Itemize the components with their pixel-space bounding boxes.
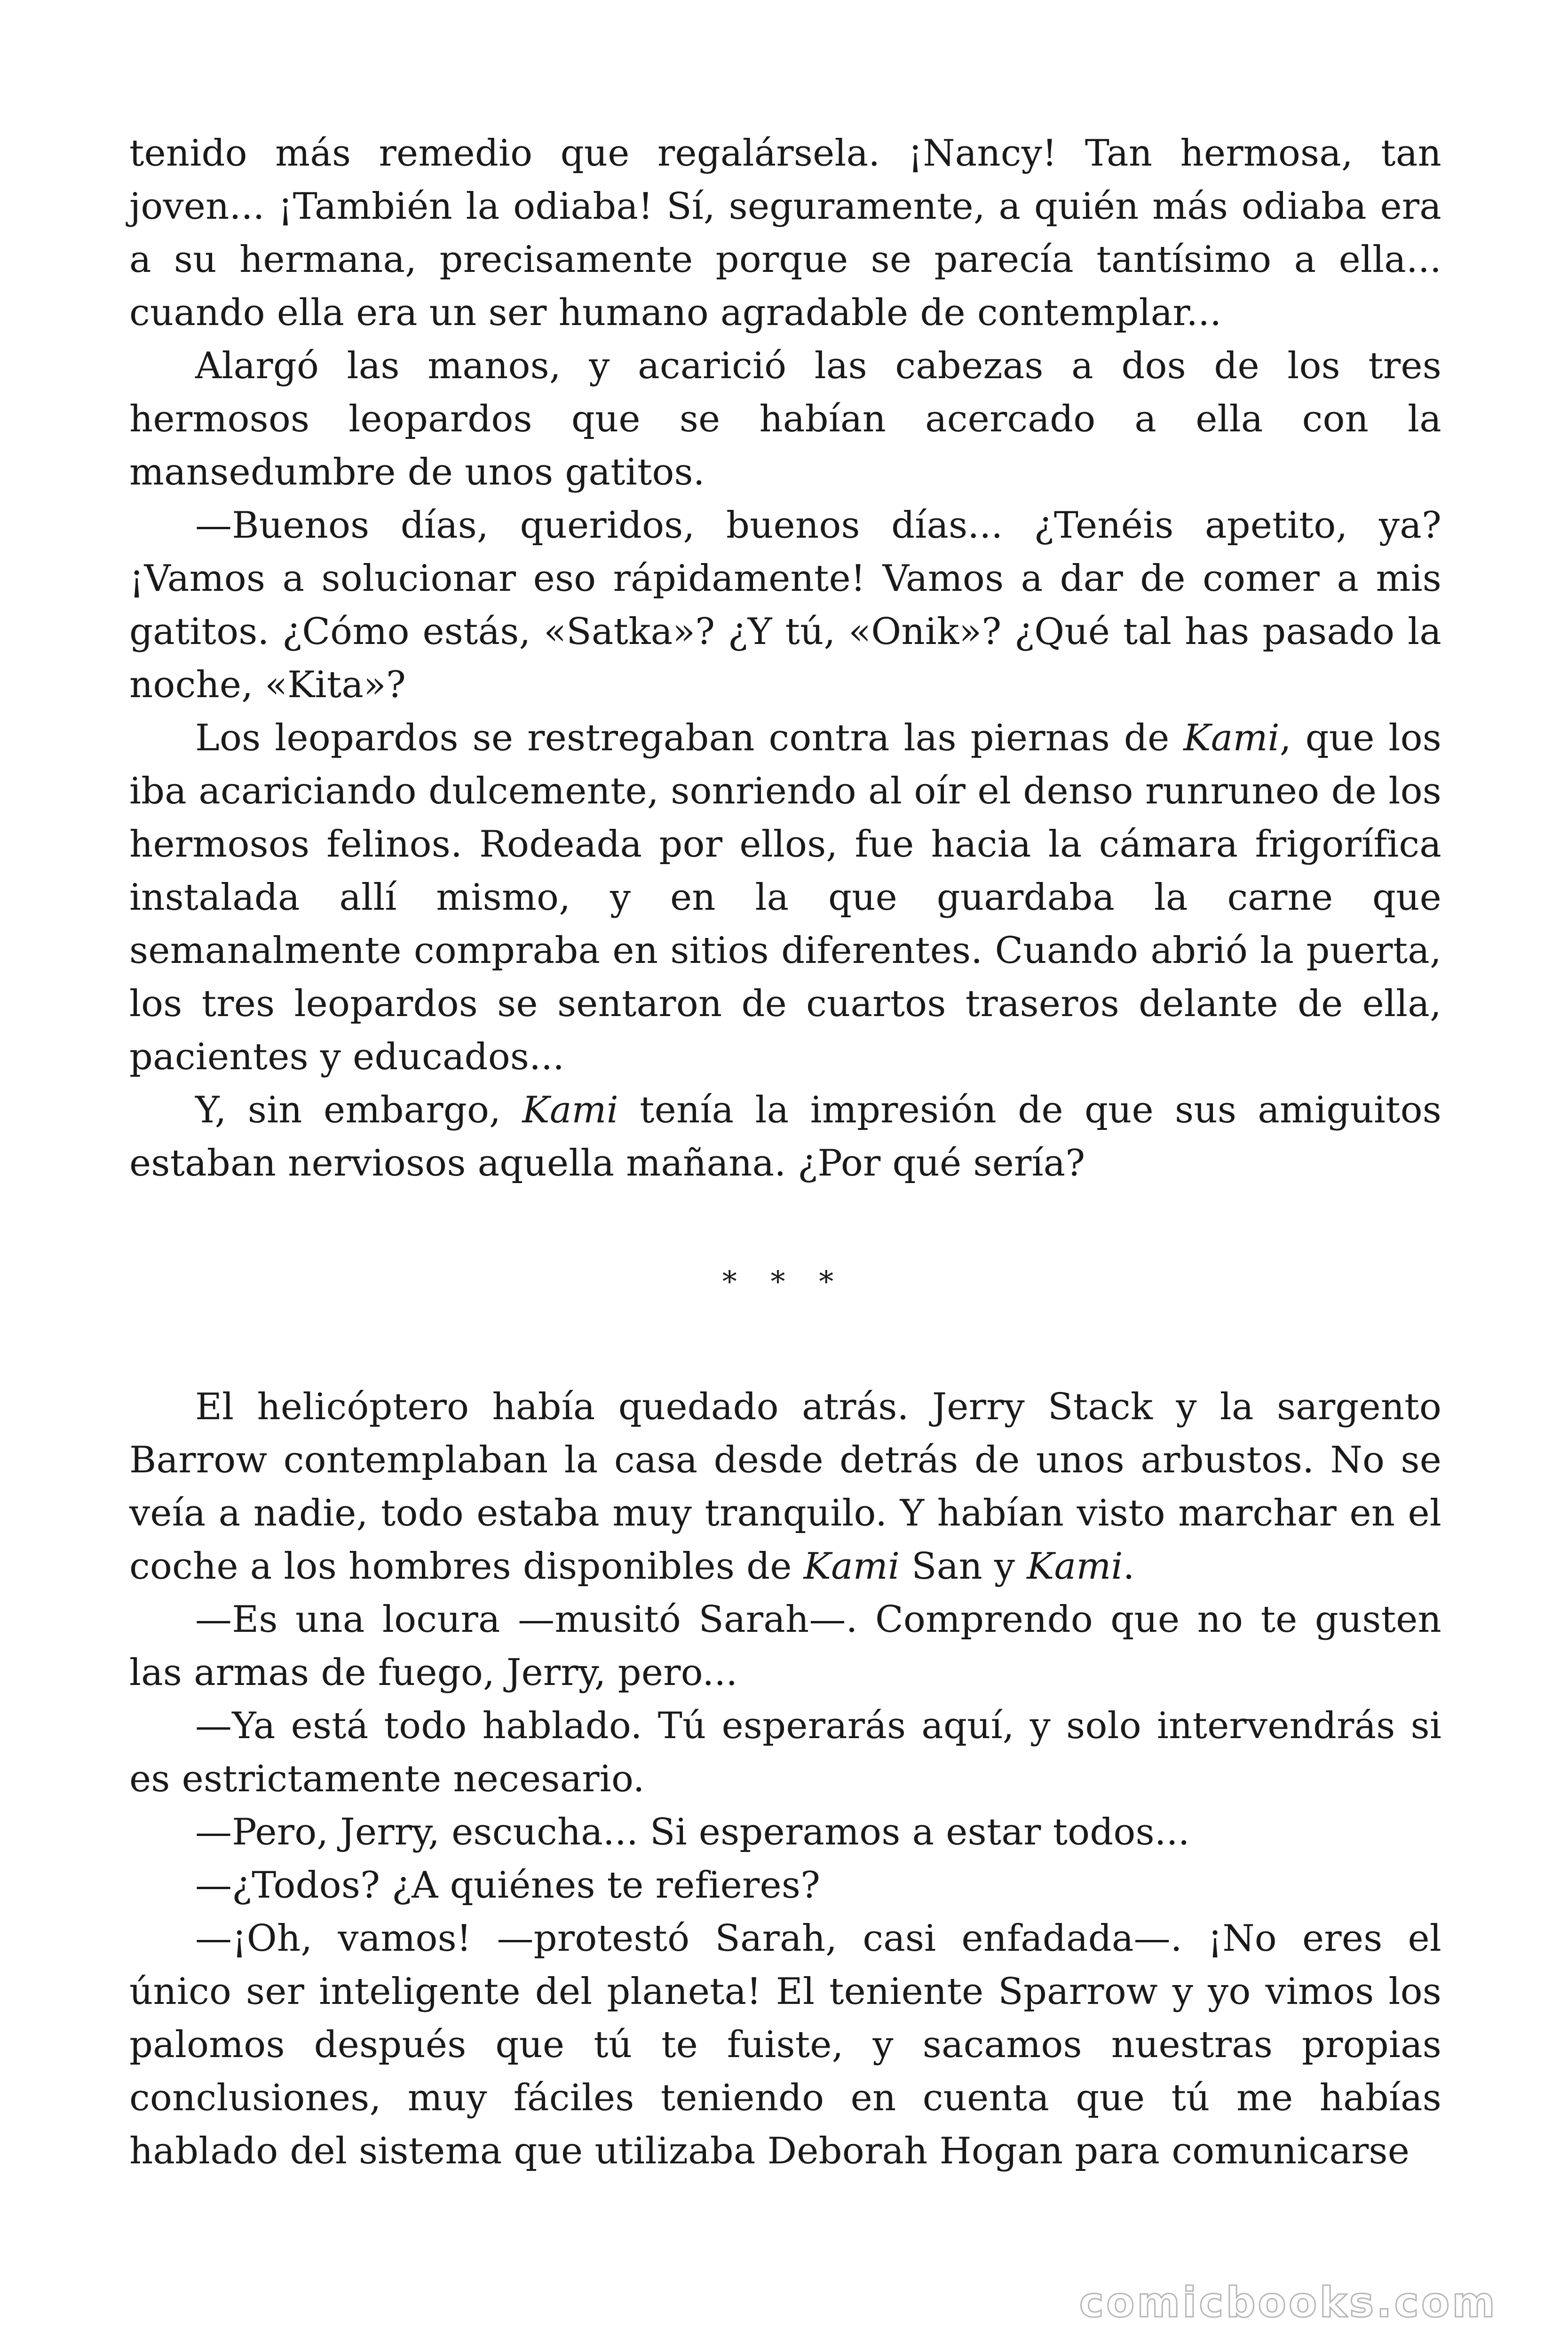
italic-name: Kami: [522, 1089, 618, 1131]
paragraph: [129, 499, 1441, 712]
paragraph-text: .: [1123, 1545, 1135, 1588]
text-block-bottom: [129, 1381, 1441, 2178]
paragraph-text: Y, sin embargo,: [195, 1089, 523, 1131]
paragraph-text: San y: [900, 1545, 1027, 1588]
paragraph-text: El helicóptero había quedado atrás. Jerry Stack y la sargento Barrow contemplaban la casa desde detrás de unos arbustos. No se veía a nadie, todo estaba muy tranquilo. Y habían visto marchar en el coche a los hombres disponibles de: [129, 1386, 1441, 1588]
paragraph-text: —¡Oh, vamos! —protestó Sarah, casi enfadada—. ¡No eres el único ser inteligente del planeta! El teniente Sparrow y yo vimos los palomos después que tú te fuiste, y sacamos nuestras propias conclusiones, muy fáciles teniendo en cuenta que tú me habías hablado del sistema que utilizaba Deborah Hogan para comunicarse: [129, 1917, 1441, 2172]
italic-name: Kami: [803, 1545, 900, 1588]
paragraph: [129, 1381, 1441, 1593]
paragraph-text: —Es una locura —musitó Sarah—. Comprendo que no te gusten las armas de fuego, Jerry, pero...: [129, 1598, 1441, 1694]
text-block-top: [129, 127, 1441, 1190]
paragraph: [129, 127, 1441, 340]
paragraph-text: Los leopardos se restregaban contra las piernas de: [195, 717, 1184, 759]
paragraph: [129, 1084, 1441, 1190]
paragraph: [129, 1912, 1441, 2178]
paragraph-text: , que los iba acariciando dulcemente, sonriendo al oír el denso runruneo de los hermosos felinos. Rodeada por ellos, fue hacia la cámara frigorífica instalada allí mismo, y en la que guardaba la carne que semanalmente compraba en sitios diferentes. Cuando abrió la puerta, los tres leopardos se sentaron de cuartos traseros delante de ella, pacientes y educados...: [129, 717, 1441, 1078]
paragraph: [129, 712, 1441, 1084]
scene-break-separator: * * *: [722, 1264, 846, 1299]
paragraph: [129, 1806, 1441, 1859]
paragraph: [129, 1593, 1441, 1700]
paragraph-text: tenido más remedio que regalársela. ¡Nancy! Tan hermosa, tan joven... ¡También la odiaba! Sí, seguramente, a quién más odiaba era a su hermana, precisamente porque se parecía tantísimo a ella... cuando ella era un ser humano agradable de contemplar...: [129, 132, 1441, 334]
paragraph-text: Alargó las manos, y acarició las cabezas a dos de los tres hermosos leopardos que se habían acercado a ella con la mansedumbre de unos gatitos.: [129, 345, 1441, 493]
paragraph-text: tenía la impresión de que sus amiguitos estaban nerviosos aquella mañana. ¿Por qué sería?: [129, 1089, 1441, 1184]
paragraph-text: —Pero, Jerry, escucha... Si esperamos a estar todos...: [195, 1811, 1190, 1853]
paragraph: [129, 1859, 1441, 1912]
paragraph: [129, 1700, 1441, 1806]
paragraph-text: —Ya está todo hablado. Tú esperarás aquí, y solo intervendrás si es estrictamente necesario.: [129, 1705, 1441, 1800]
italic-name: Kami: [1027, 1545, 1123, 1588]
paragraph: [129, 340, 1441, 499]
paragraph-text: —Buenos días, queridos, buenos días... ¿Tenéis apetito, ya? ¡Vamos a solucionar eso rápidamente! Vamos a dar de comer a mis gatitos. ¿Cómo estás, «Satka»? ¿Y tú, «Onik»? ¿Qué tal has pasado la noche, «Kita»?: [129, 504, 1441, 706]
watermark-text: comicbooks.com: [1079, 2278, 1497, 2327]
italic-name: Kami: [1183, 717, 1280, 759]
paragraph-text: —¿Todos? ¿A quiénes te refieres?: [195, 1864, 821, 1907]
